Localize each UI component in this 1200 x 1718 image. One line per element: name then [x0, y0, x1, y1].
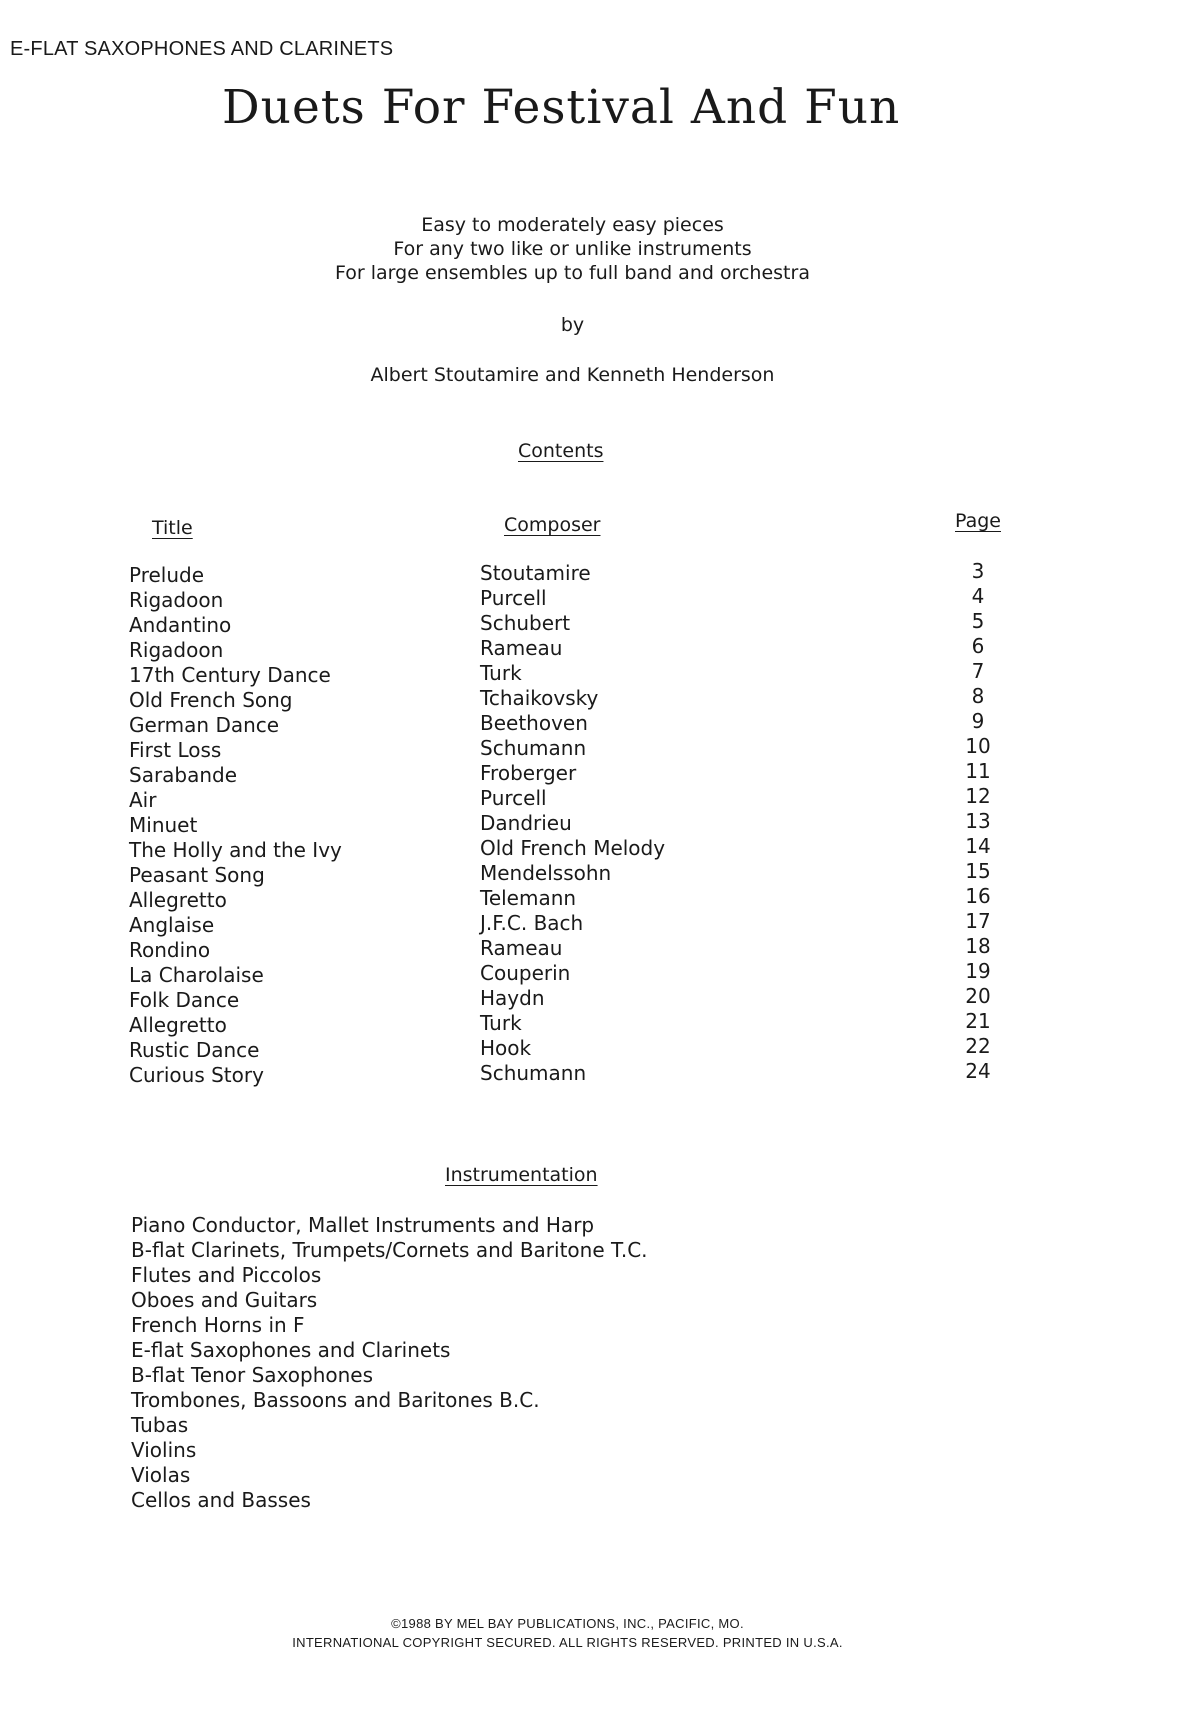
contents-title: Folk Dance [129, 988, 240, 1012]
contents-composer: Froberger [480, 761, 577, 785]
contents-title: Curious Story [129, 1063, 264, 1087]
contents-title: Sarabande [129, 763, 238, 787]
contents-title: Old French Song [129, 688, 293, 712]
contents-page-number: 17 [965, 909, 991, 933]
contents-title: First Loss [129, 738, 222, 762]
contents-composer: Rameau [480, 636, 563, 660]
instrumentation-item: Trombones, Bassoons and Baritones B.C. [131, 1388, 540, 1412]
contents-page-number: 13 [965, 809, 991, 833]
contents-title: Minuet [129, 813, 198, 837]
column-header-composer: Composer [504, 514, 601, 536]
contents-page-number: 21 [965, 1009, 991, 1033]
contents-composer: Couperin [480, 961, 571, 985]
page-title: Duets For Festival And Fun [222, 80, 901, 135]
authors: Albert Stoutamire and Kenneth Henderson [370, 364, 775, 386]
contents-title: Air [129, 788, 157, 812]
instrumentation-item: Violins [131, 1438, 197, 1462]
contents-composer: Beethoven [480, 711, 588, 735]
instrumentation-item: Cellos and Basses [131, 1488, 311, 1512]
contents-composer: Turk [480, 1011, 522, 1035]
instrumentation-item: B-flat Tenor Saxophones [131, 1363, 374, 1387]
contents-composer: Old French Melody [480, 836, 666, 860]
contents-page-column [948, 559, 1008, 1084]
instrumentation-list [131, 1213, 648, 1513]
contents-page-number: 4 [971, 584, 985, 608]
contents-page-number: 14 [965, 834, 991, 858]
contents-title: German Dance [129, 713, 280, 737]
contents-composer: Mendelssohn [480, 861, 612, 885]
instrumentation-item: Violas [131, 1463, 191, 1487]
subtitle-line-1: Easy to moderately easy pieces [421, 214, 724, 236]
contents-composer: Haydn [480, 986, 545, 1010]
contents-composer: Hook [480, 1036, 532, 1060]
contents-composer: Dandrieu [480, 811, 572, 835]
copyright-line-2: INTERNATIONAL COPYRIGHT SECURED. ALL RIGHTS RESERVED. PRINTED IN U.S.A. [292, 1635, 843, 1650]
contents-title: Allegretto [129, 1013, 227, 1037]
contents-page-number: 5 [971, 609, 985, 633]
contents-page-number: 24 [965, 1059, 991, 1083]
contents-composer: Purcell [480, 586, 547, 610]
contents-page-number: 3 [971, 559, 985, 583]
contents-title: Prelude [129, 563, 205, 587]
instrumentation-item: Oboes and Guitars [131, 1288, 318, 1312]
edition-label: E-FLAT SAXOPHONES AND CLARINETS [10, 38, 394, 60]
contents-page-number: 19 [965, 959, 991, 983]
contents-page-number: 9 [971, 709, 985, 733]
contents-page-number: 7 [971, 659, 985, 683]
contents-page-number: 20 [965, 984, 991, 1008]
contents-title: Rondino [129, 938, 211, 962]
contents-title: The Holly and the Ivy [129, 838, 342, 862]
contents-title: La Charolaise [129, 963, 264, 987]
column-header-title: Title [152, 517, 193, 539]
copyright-line-1: ©1988 BY MEL BAY PUBLICATIONS, INC., PACIFIC, MO. [391, 1616, 744, 1631]
contents-title: Andantino [129, 613, 232, 637]
subtitle-line-2: For any two like or unlike instruments [393, 238, 752, 260]
by-label: by [560, 314, 585, 336]
contents-composer: Telemann [480, 886, 577, 910]
contents-title: Anglaise [129, 913, 215, 937]
contents-page-number: 12 [965, 784, 991, 808]
instrumentation-item: Flutes and Piccolos [131, 1263, 322, 1287]
contents-page-number: 10 [965, 734, 991, 758]
contents-composer: J.F.C. Bach [480, 911, 584, 935]
contents-page-number: 6 [971, 634, 985, 658]
instrumentation-item: E-flat Saxophones and Clarinets [131, 1338, 451, 1362]
contents-composer: Schumann [480, 1061, 587, 1085]
contents-composer: Schumann [480, 736, 587, 760]
contents-composer: Schubert [480, 611, 571, 635]
contents-composer: Purcell [480, 786, 547, 810]
subtitle-line-3: For large ensembles up to full band and orchestra [335, 262, 810, 284]
contents-title: Allegretto [129, 888, 227, 912]
contents-composer: Tchaikovsky [480, 686, 599, 710]
contents-composer: Rameau [480, 936, 563, 960]
contents-composer: Turk [480, 661, 522, 685]
contents-page-number: 18 [965, 934, 991, 958]
contents-title-column [129, 563, 342, 1088]
instrumentation-heading: Instrumentation [445, 1164, 598, 1186]
contents-title: Rigadoon [129, 638, 224, 662]
instrumentation-item: Tubas [131, 1413, 189, 1437]
contents-page-number: 22 [965, 1034, 991, 1058]
contents-title: 17th Century Dance [129, 663, 331, 687]
contents-title: Rigadoon [129, 588, 224, 612]
instrumentation-item: Piano Conductor, Mallet Instruments and Harp [131, 1213, 595, 1237]
contents-heading: Contents [518, 440, 604, 462]
contents-composer-column [480, 561, 665, 1086]
instrumentation-item: French Horns in F [131, 1313, 305, 1337]
contents-title: Rustic Dance [129, 1038, 260, 1062]
contents-page-number: 8 [971, 684, 985, 708]
contents-page-number: 11 [965, 759, 991, 783]
column-header-page: Page [955, 510, 1001, 532]
instrumentation-item: B-flat Clarinets, Trumpets/Cornets and Baritone T.C. [131, 1238, 648, 1262]
contents-page-number: 16 [965, 884, 991, 908]
contents-composer: Stoutamire [480, 561, 591, 585]
contents-title: Peasant Song [129, 863, 265, 887]
contents-page-number: 15 [965, 859, 991, 883]
